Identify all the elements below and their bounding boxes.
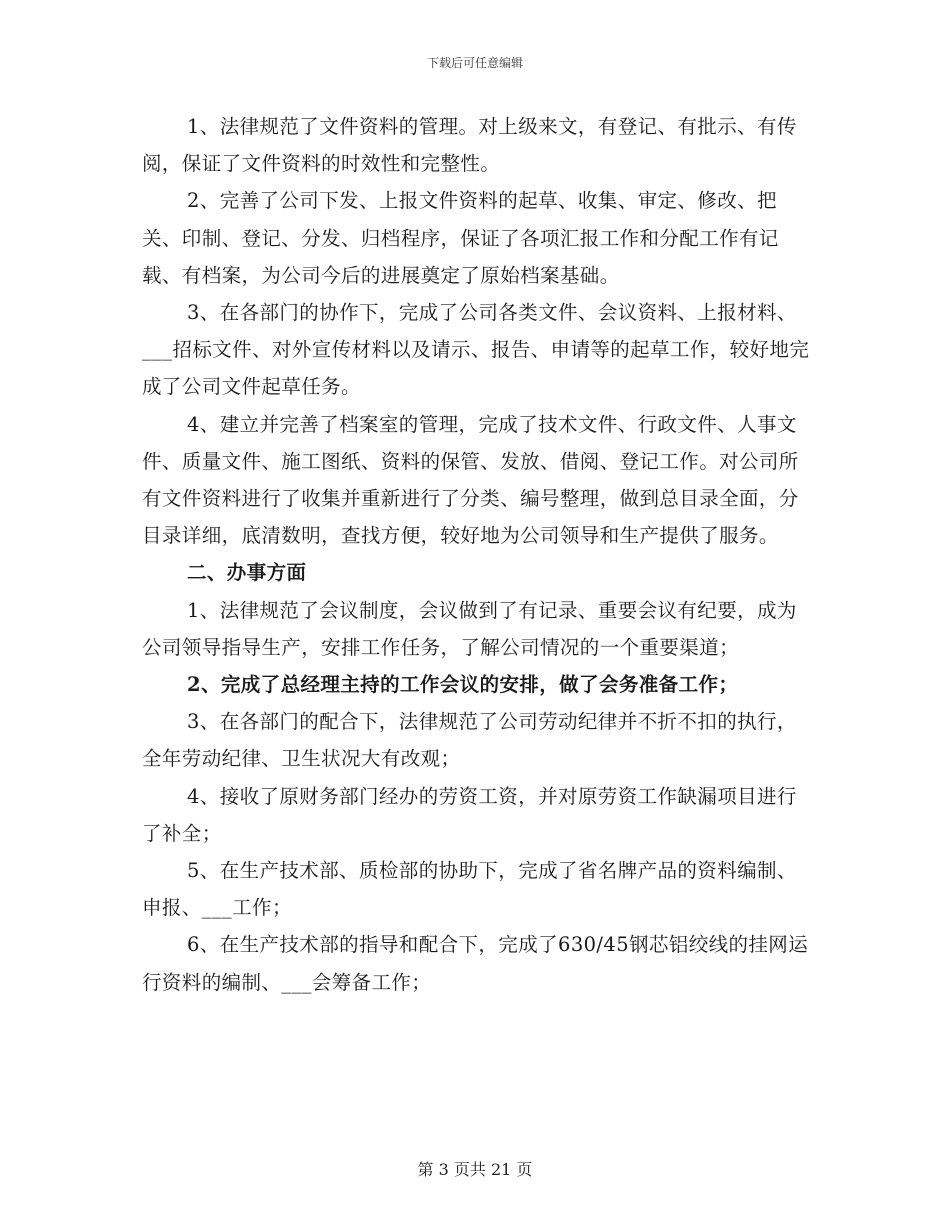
paragraph-brand-product: 5、在生产技术部、质检部的协助下，完成了省名牌产品的资料编制、申报、___工作； (142, 859, 797, 920)
paragraph-cable-project: 6、在生产技术部的指导和配合下，完成了630/45钢芯铝绞线的挂网运行资料的编制、___会筹备工作； (142, 933, 809, 994)
paragraph-labor-discipline: 3、在各部门的配合下，法律规范了公司劳动纪律并不折不扣的执行，全年劳动纪律、卫生状况大有改观； (142, 710, 797, 771)
paragraph-meeting-system: 1、法律规范了会议制度，会议做到了有记录、重要会议有纪要，成为公司领导指导生产，安排工作任务，了解公司情况的一个重要渠道； (142, 598, 797, 659)
section-heading-affairs: 二、办事方面 (187, 561, 307, 585)
paragraph-document-procedures: 2、完善了公司下发、上报文件资料的起草、收集、审定、修改、把关、印制、登记、分发、归档程序，保证了各项汇报工作和分配工作有记载、有档案，为公司今后的进展奠定了原始档案基础。 (142, 189, 779, 287)
paragraph-archive-management: 4、建立并完善了档案室的管理，完成了技术文件、行政文件、人事文件、质量文件、施工图纸、资料的保管、发放、借阅、登记工作。对公司所有文件资料进行了收集并重新进行了分类、编号整理，做到总目录全面，分目录详细，底清数明，查找方便，较好地为公司领导和生产提供了服务。 (142, 412, 799, 548)
document-body (142, 108, 810, 1001)
paragraph-meeting-arrangement: 2、完成了总经理主持的工作会议的安排，做了会务准备工作； (187, 673, 739, 697)
paragraph-payroll: 4、接收了原财务部门经办的劳资工资，并对原劳资工作缺漏项目进行了补全； (142, 784, 797, 845)
paragraph-file-management: 1、法律规范了文件资料的管理。对上级来文，有登记、有批示、有传阅，保证了文件资料的时效性和完整性。 (142, 115, 797, 176)
paragraph-drafting-work: 3、在各部门的协作下，完成了公司各类文件、会议资料、上报材料、___招标文件、对外宣传材料以及请示、报告、申请等的起草工作，较好地完成了公司文件起草任务。 (142, 301, 810, 399)
page-header: 下载后可任意编辑 (426, 56, 523, 70)
page-number: 第 3 页共 21 页 (417, 1160, 533, 1179)
